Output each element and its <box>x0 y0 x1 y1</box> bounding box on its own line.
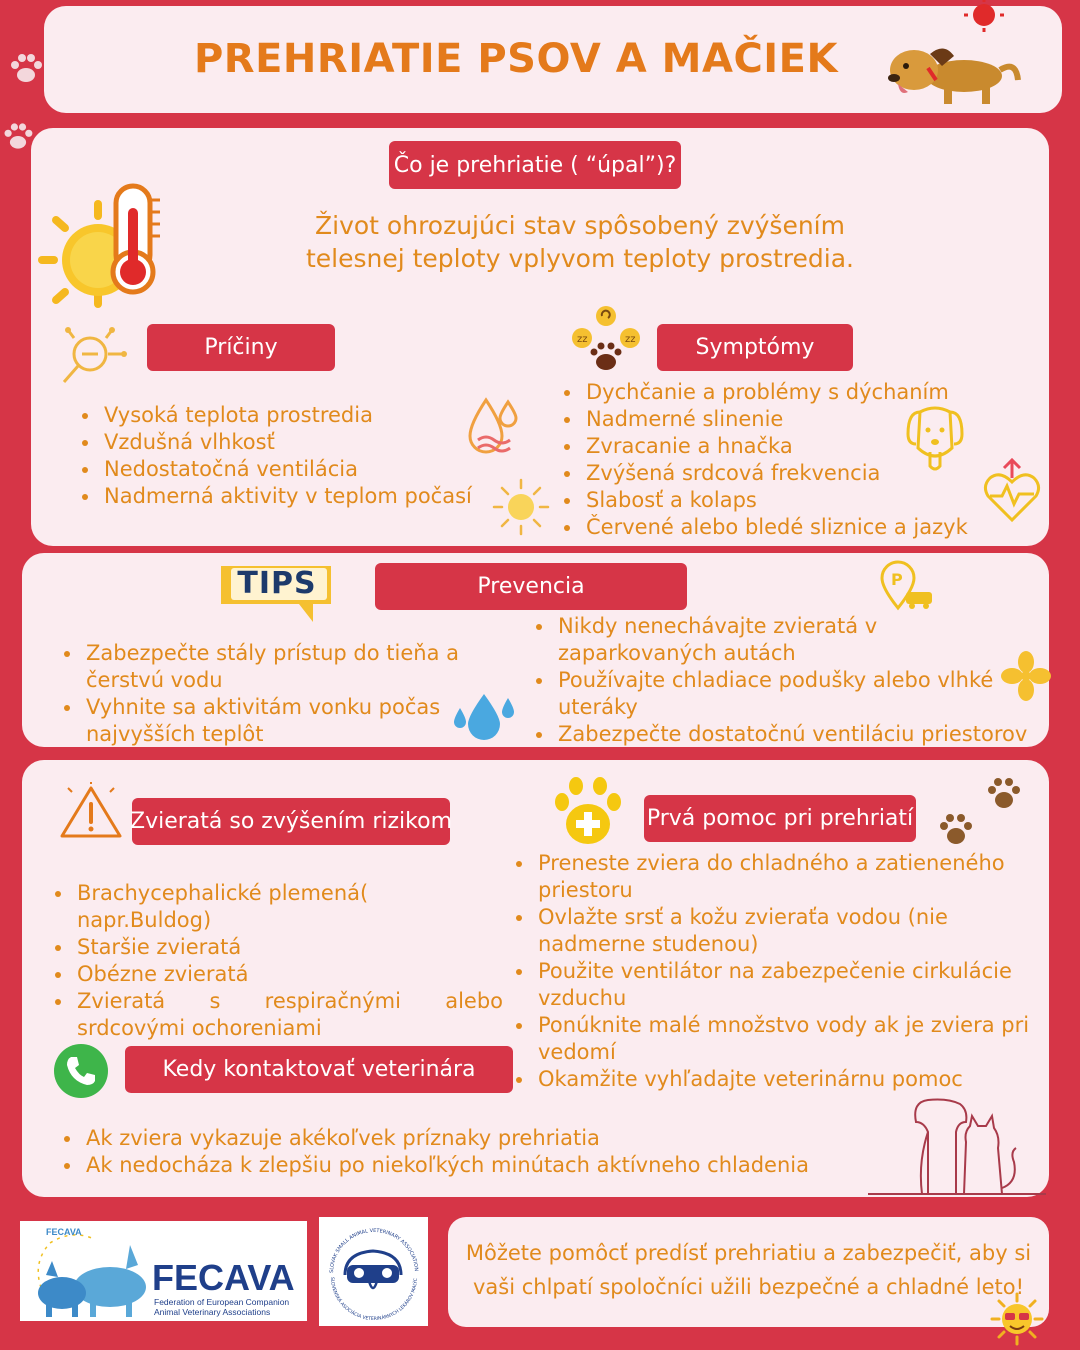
list-item: Používajte chladiace podušky alebo vlhké uteráky <box>534 667 1034 721</box>
prevention-right-list <box>534 613 1034 748</box>
list-item: Zvieratá s respiračnými alebo srdcovými ochoreniami <box>53 988 503 1042</box>
definition-text-line1: Život ohrozujúci stav spôsobený zvýšením <box>315 211 845 240</box>
list-item: Červené alebo bledé sliznice a jazyk <box>562 514 968 541</box>
ssava-emblem-icon <box>319 1217 428 1326</box>
prevention-heading: Prevencia <box>375 563 687 610</box>
list-item: Ponúknite malé množstvo vody ak je zviera pri vedomí <box>514 1012 1034 1066</box>
page-title: PREHRIATIE PSOV A MAČIEK <box>193 36 838 82</box>
fan-icon <box>1000 650 1052 702</box>
list-item: Nadmerná aktivity v teplom počasí <box>80 483 472 510</box>
sun-icon <box>490 476 552 538</box>
list-item: Dychčanie a problémy s dýchaním <box>562 379 968 406</box>
tips-label: TIPS <box>237 566 317 601</box>
fecava-star-ring-icon <box>22 1225 152 1319</box>
dog-face-icon <box>904 404 966 476</box>
list-item: Zabezpečte dostatočnú ventiláciu priestorov <box>534 721 1034 748</box>
list-item: Nedostatočná ventilácia <box>80 456 472 483</box>
paw-cross-icon <box>550 774 626 848</box>
list-item: Zabezpečte stály prístup do tieňa a čerstvú vodu <box>62 640 462 694</box>
parking-car-icon <box>876 558 936 612</box>
dog-cat-outline-icon <box>868 1092 1048 1196</box>
sun-dot-icon <box>958 0 1010 34</box>
footer-message-line1: Môžete pomôcť predísť prehriatiu a zabezpečiť, aby si <box>465 1241 1032 1265</box>
fecava-subtitle-line2: Animal Veterinary Associations <box>154 1307 271 1317</box>
list-item: Slabosť a kolaps <box>562 487 968 514</box>
footer-message-line2: vaši chlpatí spoločníci užili bezpečné a chladné leto! <box>472 1275 1024 1299</box>
list-item: Nadmerné slinenie <box>562 406 968 433</box>
phone-icon <box>53 1043 109 1099</box>
vet-heading: Kedy kontaktovať veterinára <box>125 1046 513 1093</box>
footer-message-card <box>448 1217 1049 1327</box>
list-item: Použite ventilátor na zabezpečenie cirkulácie vzduchu <box>514 958 1034 1012</box>
thermometer-sun-icon <box>38 182 166 312</box>
list-item: Zvracanie a hnačka <box>562 433 968 460</box>
brown-paws-icon <box>932 774 1032 856</box>
dog-hot-icon <box>884 40 1024 106</box>
first-aid-heading: Prvá pomoc pri prehriatí <box>644 795 916 842</box>
fecava-subtitle-line1: Federation of European Companion <box>154 1297 290 1307</box>
svg-text:zz: zz <box>625 334 636 345</box>
first-aid-list <box>514 850 1034 1093</box>
list-item: Staršie zvieratá <box>53 934 503 961</box>
list-item: Zvýšená srdcová frekvencia <box>562 460 968 487</box>
list-item: Obézne zvieratá <box>53 961 503 988</box>
ssava-top-text: SLOVAK SMALL ANIMAL VETERINARY ASSOCIATION <box>328 1227 419 1274</box>
prevention-left-list <box>62 640 462 748</box>
vet-list <box>62 1125 809 1179</box>
symptoms-heading: Symptómy <box>657 324 853 371</box>
fecava-tag: FECAVA <box>46 1227 82 1237</box>
definition-text-line2: telesnej teploty vplyvom teploty prostredia. <box>305 244 855 273</box>
risk-list <box>53 880 503 1042</box>
definition-heading: Čo je prehriatie ( “úpal”)? <box>389 141 681 189</box>
list-item: Ovlažte srsť a kožu zvieraťa vodou (nie nadmerne studenou) <box>514 904 1034 958</box>
sun-glasses-icon <box>990 1292 1044 1346</box>
list-item: Nikdy nenechávajte zvieratá v zaparkovaných autách <box>534 613 1034 667</box>
svg-text:P: P <box>891 570 903 589</box>
warning-icon <box>58 782 124 840</box>
ssava-bottom-text: SLOVENSKÁ ASOCIÁCIA VETERINÁRNYCH LEKÁROV MALÝC <box>328 1276 420 1323</box>
dizzy-paw-icon <box>568 302 644 374</box>
list-item: Vzdušná vlhkosť <box>80 429 472 456</box>
magnifier-icon <box>58 324 130 392</box>
water-drop-icon <box>464 396 524 458</box>
list-item: Vysoká teplota prostredia <box>80 402 472 429</box>
list-item: Okamžite vyhľadajte veterinárnu pomoc <box>514 1066 1034 1093</box>
risk-heading: Zvieratá so zvýšením rizikom <box>132 798 450 845</box>
fecava-logo <box>20 1221 307 1321</box>
list-item: Ak nedocháza k zlepšiu po niekoľkých minútach aktívneho chladenia <box>62 1152 809 1179</box>
list-item: Brachycephalické plemená( napr.Buldog) <box>53 880 503 934</box>
list-item: Preneste zviera do chladného a zatieneného priestoru <box>514 850 1034 904</box>
list-item: Ak zviera vykazuje akékoľvek príznaky prehriatia <box>62 1125 809 1152</box>
droplets-icon <box>450 690 518 742</box>
ssava-logo <box>319 1217 428 1326</box>
fecava-wordmark: FECAVA <box>152 1257 295 1298</box>
causes-list <box>80 402 472 510</box>
svg-text:zz: zz <box>577 334 588 345</box>
causes-heading: Príčiny <box>147 324 335 371</box>
paw-icon <box>6 48 46 88</box>
list-item: Vyhnite sa aktivitám vonku počas najvyšších teplôt <box>62 694 462 748</box>
heart-rate-icon <box>982 456 1042 526</box>
